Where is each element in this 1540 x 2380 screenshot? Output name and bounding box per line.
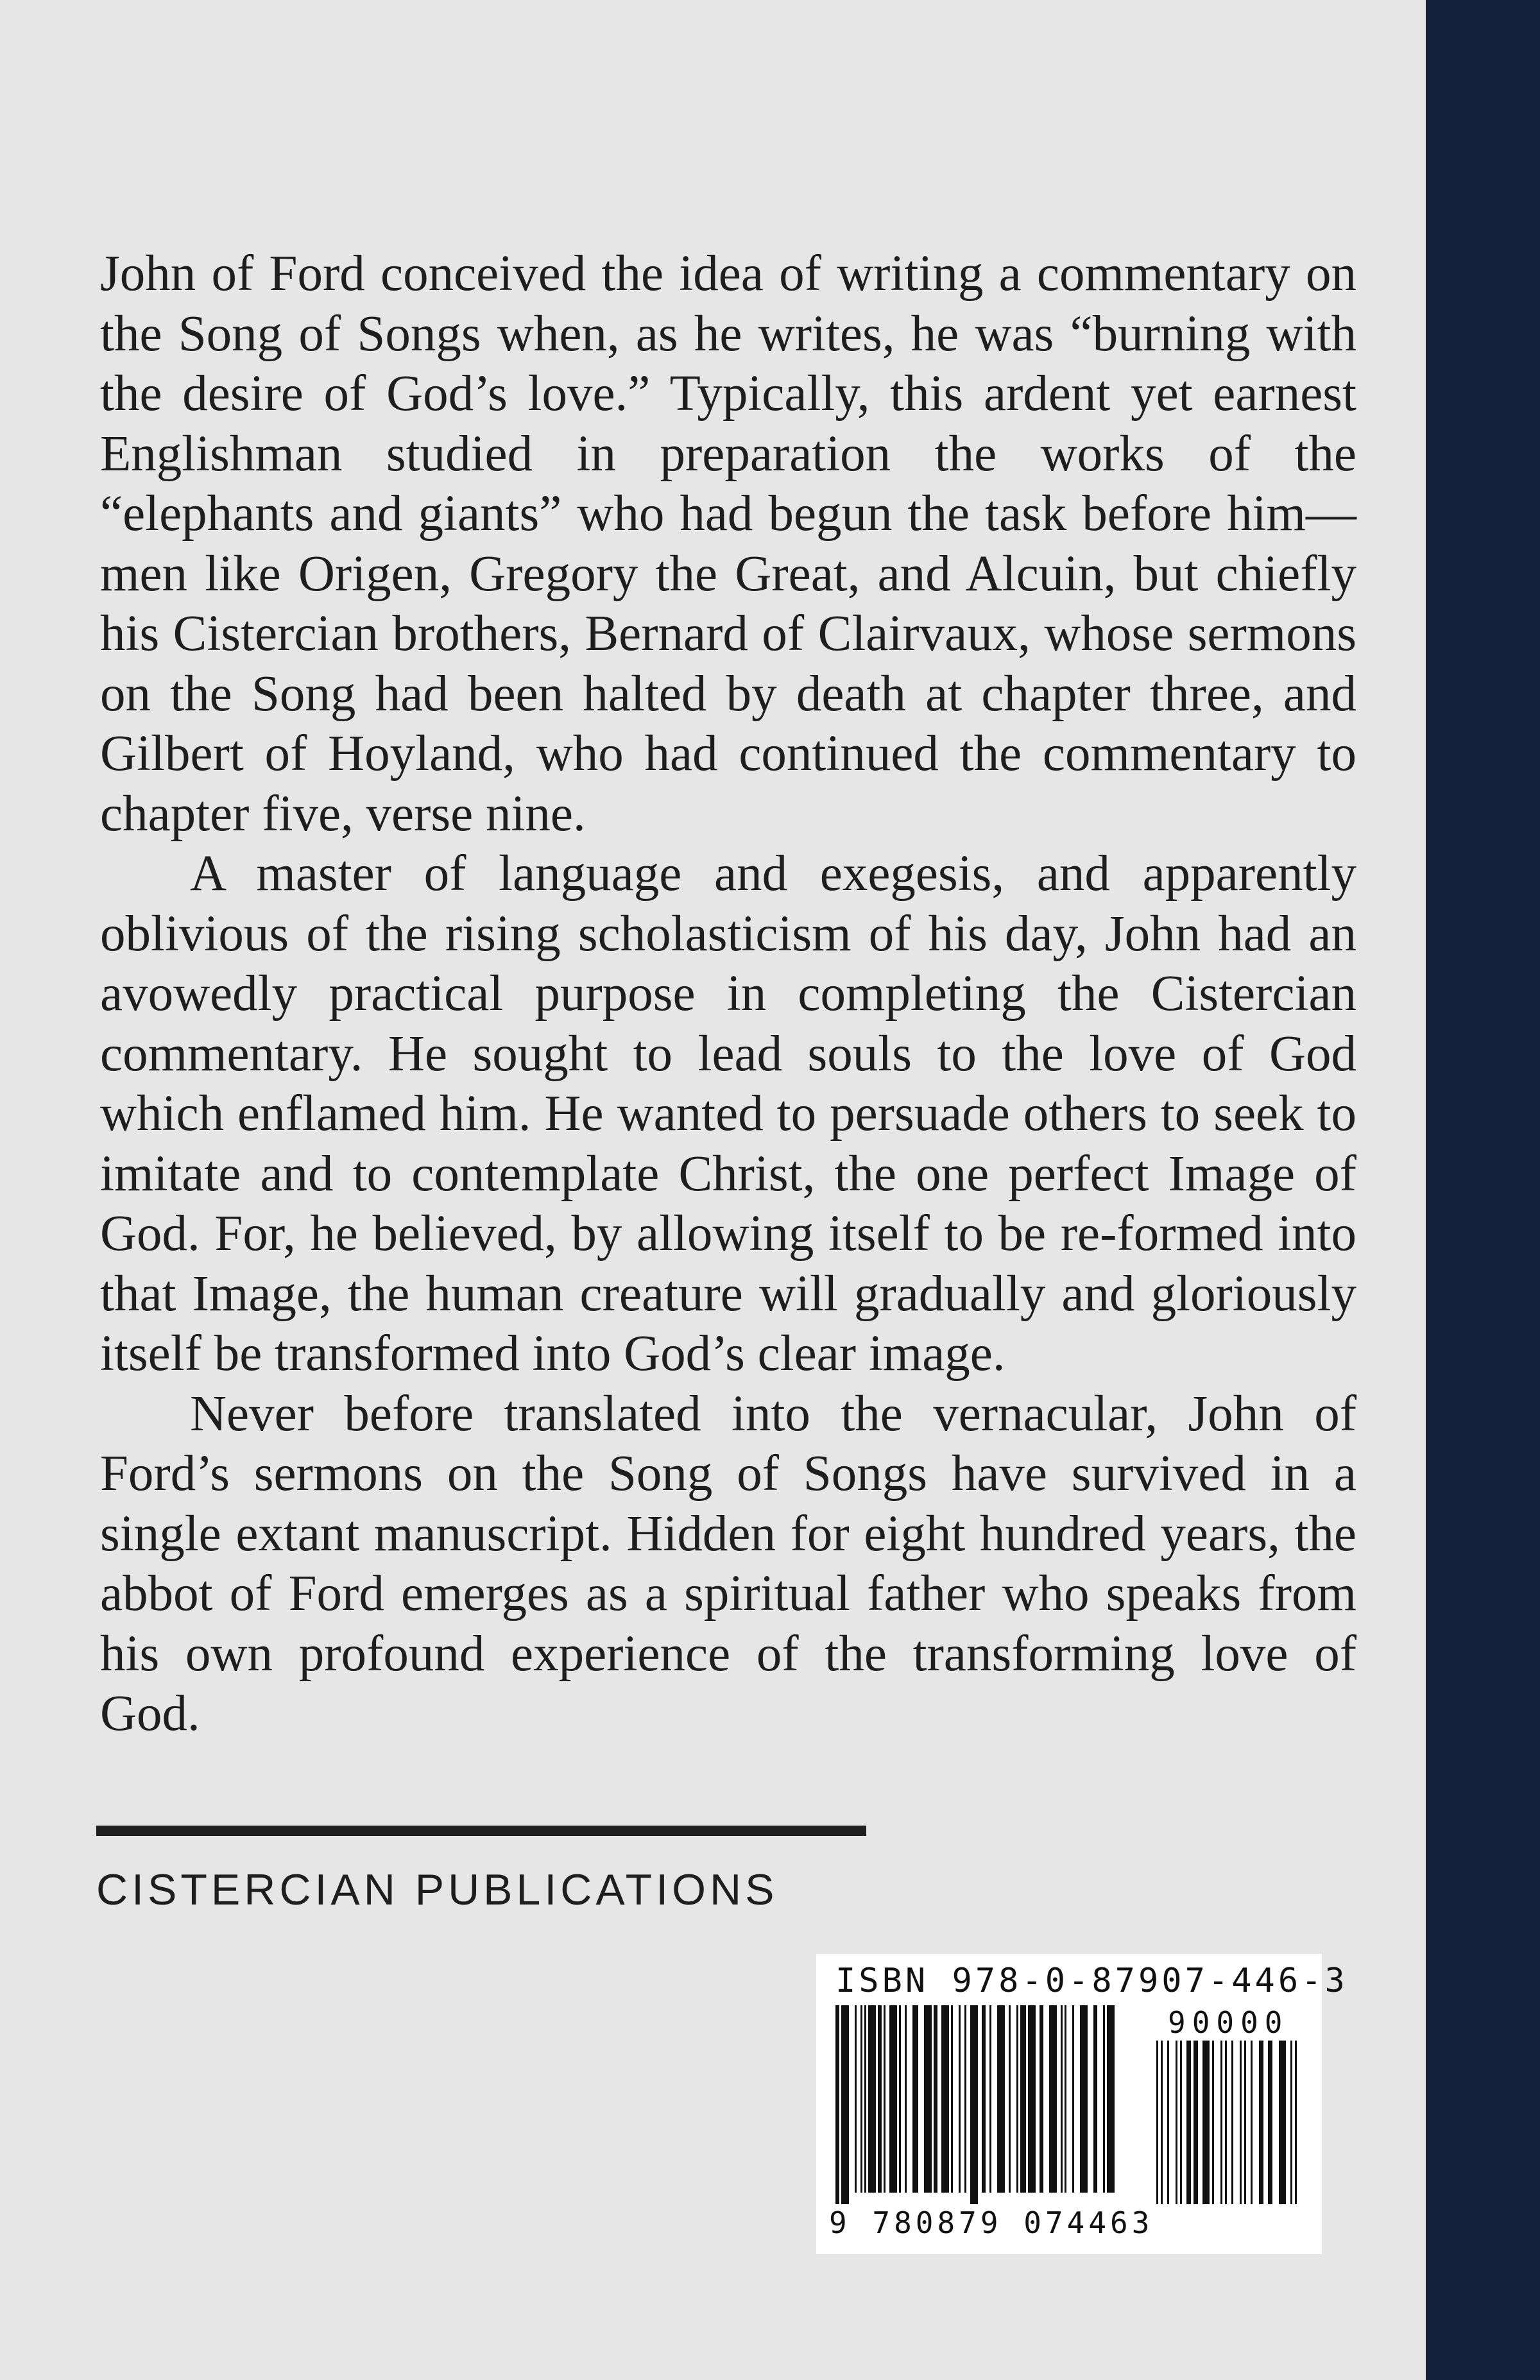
barcode-addon-bar <box>1295 2041 1297 2204</box>
barcode-addon-bar <box>1259 2041 1263 2204</box>
spine-edge <box>1426 0 1540 2380</box>
back-cover-blurb <box>100 244 1356 1744</box>
barcode-bar <box>912 2005 918 2193</box>
barcode-bar <box>1009 2005 1011 2193</box>
blurb-paragraph-1: John of Ford conceived the idea of writing a commentary on the Song of Songs when, as he writes, he was “burning with the desire of God’s love.” Typically, this ardent yet earnest Englishman studied in preparation the works of the “elephants and giants” who had begun the task before him—men like Origen, Gregory the Great, and Alcuin, but chiefly his Cistercian brothers, Bernard of Clairvaux, whose sermons on the Song had been halted by death at chapter three, and Gilbert of Hoyland, who had continued the commentary to chapter five, verse nine. <box>100 246 1356 842</box>
barcode-addon-bar <box>1244 2041 1246 2204</box>
barcode-addon-bar <box>1251 2041 1253 2204</box>
barcode-bar <box>1103 2005 1105 2193</box>
barcode-bar <box>1107 2005 1115 2193</box>
barcode-addon-bar <box>1194 2041 1198 2204</box>
barcode-addon-bar <box>1268 2041 1272 2204</box>
barcode-bar <box>1072 2005 1074 2193</box>
ean-digits: 9 780879 074463 <box>829 2205 1154 2240</box>
barcode-addon-bar <box>1156 2041 1158 2204</box>
barcode-bar <box>860 2005 862 2193</box>
barcode-bar <box>884 2005 886 2193</box>
publisher-name: CISTERCIAN PUBLICATIONS <box>96 1865 778 1914</box>
barcode-bar <box>1061 2005 1063 2193</box>
barcode-bar <box>868 2005 876 2193</box>
barcode-bar <box>941 2005 949 2193</box>
barcode-addon-bar <box>1279 2041 1286 2204</box>
barcode-bar <box>899 2005 901 2193</box>
barcode-addon-bar <box>1180 2041 1182 2204</box>
barcode-addon-bar <box>1167 2041 1169 2204</box>
barcode-bar <box>924 2005 932 2193</box>
barcode-bar <box>989 2005 991 2193</box>
divider-rule <box>96 1826 866 1836</box>
barcode-addon-bar <box>1220 2041 1222 2204</box>
barcode-addon-bar <box>1290 2041 1292 2204</box>
barcode-addon-bar <box>1212 2041 1214 2204</box>
barcode-bar <box>905 2005 907 2193</box>
barcode-bar <box>1040 2005 1043 2193</box>
barcode-bar <box>997 2005 1005 2193</box>
barcode-bar <box>1065 2005 1066 2193</box>
barcode-bar <box>835 2005 839 2204</box>
isbn-number: ISBN 978-0-87907-446-3 <box>835 1962 1348 2000</box>
barcode-bar <box>970 2005 978 2204</box>
barcode-bar <box>864 2005 866 2193</box>
barcode-addon-bar <box>1202 2041 1210 2204</box>
addon-digits: 90000 <box>1168 2005 1289 2040</box>
barcode-bar <box>934 2005 937 2193</box>
barcode-bar <box>982 2005 986 2193</box>
barcode-bar <box>964 2005 966 2193</box>
barcode-bar <box>1093 2005 1097 2193</box>
barcode-bar <box>1028 2005 1036 2193</box>
barcode-bar <box>1016 2005 1018 2193</box>
barcode-bar <box>1049 2005 1057 2193</box>
barcode-bar <box>878 2005 882 2193</box>
barcode-bar <box>951 2005 953 2193</box>
barcode-addon-bar <box>1231 2041 1233 2204</box>
barcode-bar <box>855 2005 857 2193</box>
blurb-paragraph-2: A master of language and exegesis, and apparently oblivious of the rising scholasticism of his day, John had an avowedly practical purpose in completing the Cistercian commentary. He sought to lead souls to the love of God which enflamed him. He wanted to persuade others to seek to imitate and to contemplate Christ, the one perfect Image of God. For, he believed, by allowing itself to be re-formed into that Image, the human creature will gradually and gloriously itself be transformed into God’s clear image. <box>100 846 1356 1382</box>
barcode-addon-bar <box>1225 2041 1227 2204</box>
barcode-bar <box>959 2005 961 2193</box>
barcode-addon-bar <box>1240 2041 1242 2204</box>
barcode-bar <box>1020 2005 1026 2193</box>
barcode-bar <box>889 2005 897 2193</box>
barcode-bar <box>1080 2005 1088 2193</box>
barcode-addon-bar <box>1176 2041 1177 2204</box>
blurb-paragraph-3: Never before translated into the vernacular, John of Ford’s sermons on the Song of Songs have survived in a single extant manuscript. Hidden for eight hundred years, the abbot of Ford emerges as a spiritual father who speaks from his own profound experience of the transforming love of God. <box>100 1385 1356 1742</box>
barcode-addon-bar <box>1186 2041 1191 2204</box>
barcode-addon-bar <box>1161 2041 1163 2204</box>
barcode-bar <box>841 2005 849 2204</box>
barcode-label <box>816 1954 1348 2254</box>
